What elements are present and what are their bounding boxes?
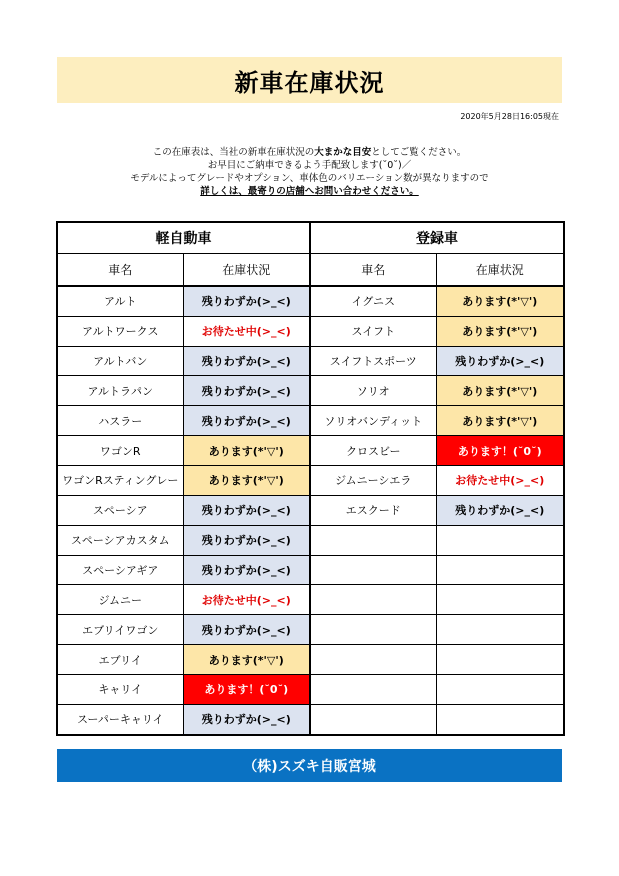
intro-text [57,146,562,198]
intro-line-1-post: としてご覧ください。 [371,147,467,158]
reg-car-name [310,645,436,675]
update-timestamp: 2020年5月28日16:05現在 [460,112,559,121]
kei-stock-status: 残りわずか(>_<) [183,555,310,585]
kei-status-header: 在庫状況 [183,253,310,285]
reg-stock-status: お待たせ中(>_<) [436,466,564,496]
intro-line-2: お早目にご納車できるよう手配致します(˘0˘)／ [207,160,412,171]
kei-name-header: 車名 [57,253,183,285]
registered-header: 登録車 [310,222,564,253]
kei-car-name: アルトバン [57,346,183,376]
table-row [57,525,564,555]
table-row [57,376,564,406]
kei-car-name: スペーシア [57,495,183,525]
reg-car-name: イグニス [310,286,436,316]
kei-stock-status: お待たせ中(>_<) [183,316,310,346]
reg-status-header: 在庫状況 [436,253,564,285]
kei-car-name: エブリイワゴン [57,615,183,645]
table-row [57,436,564,466]
dealer-name-banner: （株)スズキ自販宮城 [57,749,562,782]
reg-stock-status: あります(*'▽') [436,286,564,316]
reg-car-name [310,585,436,615]
reg-car-name: ジムニーシエラ [310,466,436,496]
kei-stock-status: あります(*'▽') [183,466,310,496]
page-title: 新車在庫状況 [57,57,562,103]
reg-car-name: スイフトスポーツ [310,346,436,376]
column-header-row [57,253,564,285]
kei-stock-status: 残りわずか(>_<) [183,346,310,376]
kei-car-name: エブリイ [57,645,183,675]
category-header-row [57,222,564,253]
reg-stock-status [436,704,564,735]
kei-car-name: ハスラー [57,406,183,436]
table-row [57,316,564,346]
reg-stock-status: あります！(˘0˘) [436,436,564,466]
table-row [57,346,564,376]
reg-stock-status: 残りわずか(>_<) [436,495,564,525]
intro-line-1-bold: 大まかな目安 [314,147,372,158]
table-row [57,645,564,675]
reg-car-name: エスクード [310,495,436,525]
kei-car-name: ワゴンR [57,436,183,466]
reg-car-name [310,704,436,735]
kei-car-name: アルトラパン [57,376,183,406]
reg-car-name [310,615,436,645]
reg-car-name: ソリオバンディット [310,406,436,436]
kei-car-name: スペーシアギア [57,555,183,585]
intro-line-3: モデルによってグレードやオプション、車体色のバリエーション数が異なりますので [130,173,489,184]
kei-stock-status: あります！(˘0˘) [183,675,310,705]
kei-car-name: ジムニー [57,585,183,615]
reg-stock-status [436,615,564,645]
reg-car-name: スイフト [310,316,436,346]
stock-table [56,221,565,736]
table-row [57,585,564,615]
kei-stock-status: 残りわずか(>_<) [183,615,310,645]
reg-name-header: 車名 [310,253,436,285]
stock-table-body [57,286,564,735]
reg-stock-status [436,585,564,615]
reg-stock-status [436,525,564,555]
reg-car-name [310,525,436,555]
intro-line-1 [57,146,562,159]
reg-car-name [310,675,436,705]
table-row [57,406,564,436]
kei-stock-status: 残りわずか(>_<) [183,495,310,525]
kei-car-name: スーパーキャリイ [57,704,183,735]
table-row [57,675,564,705]
reg-stock-status: あります(*'▽') [436,376,564,406]
kei-stock-status: あります(*'▽') [183,436,310,466]
kei-stock-status: 残りわずか(>_<) [183,525,310,555]
reg-stock-status [436,555,564,585]
kei-stock-status: 残りわずか(>_<) [183,286,310,316]
kei-header: 軽自動車 [57,222,310,253]
intro-line-1-pre: この在庫表は、当社の新車在庫状況の [152,147,315,158]
kei-car-name: スペーシアカスタム [57,525,183,555]
kei-car-name: キャリイ [57,675,183,705]
reg-stock-status [436,675,564,705]
kei-stock-status: 残りわずか(>_<) [183,406,310,436]
table-row [57,495,564,525]
table-row [57,286,564,316]
reg-car-name: ソリオ [310,376,436,406]
kei-car-name: ワゴンRスティングレー [57,466,183,496]
reg-car-name: クロスビー [310,436,436,466]
kei-stock-status: 残りわずか(>_<) [183,376,310,406]
reg-stock-status [436,645,564,675]
table-row [57,704,564,735]
reg-car-name [310,555,436,585]
reg-stock-status: あります(*'▽') [436,406,564,436]
kei-car-name: アルトワークス [57,316,183,346]
kei-stock-status: お待たせ中(>_<) [183,585,310,615]
kei-stock-status: あります(*'▽') [183,645,310,675]
kei-car-name: アルト [57,286,183,316]
reg-stock-status: あります(*'▽') [436,316,564,346]
table-row [57,466,564,496]
table-row [57,555,564,585]
table-row [57,615,564,645]
kei-stock-status: 残りわずか(>_<) [183,704,310,735]
reg-stock-status: 残りわずか(>_<) [436,346,564,376]
intro-line-4: 詳しくは、最寄りの店舗へお問い合わせください。 [200,186,419,197]
